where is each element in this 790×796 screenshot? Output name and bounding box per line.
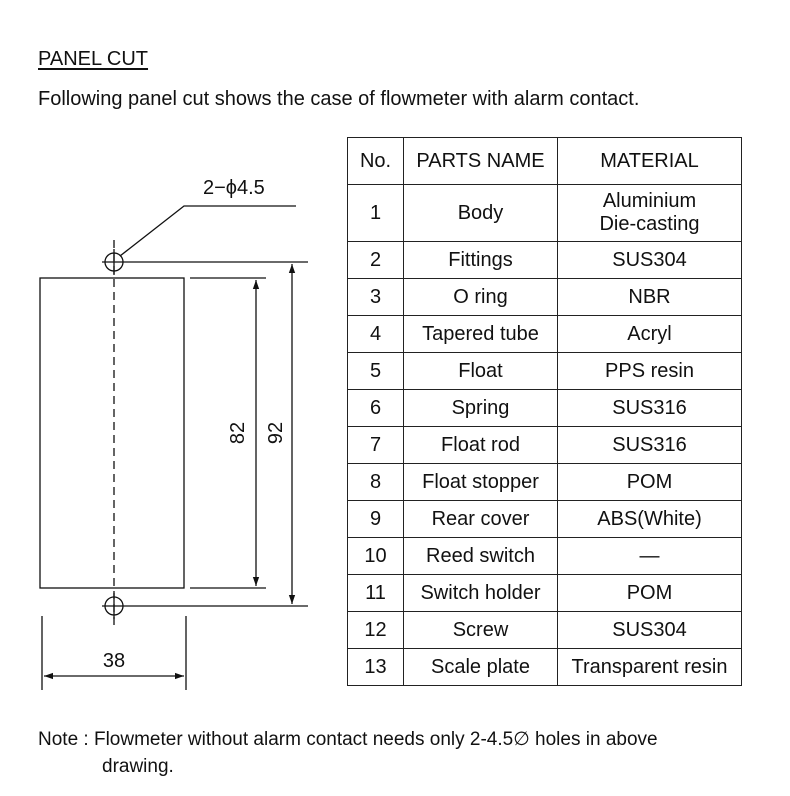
cell-no: 11 — [348, 575, 404, 612]
table-row — [348, 501, 742, 538]
cell-material-line1: Aluminium — [602, 190, 697, 212]
cell-no: 10 — [348, 538, 404, 575]
dimension-38-label: 38 — [102, 650, 126, 672]
cell-parts-name: Fittings — [404, 242, 558, 279]
hole-label: 2−ϕ4.5 — [203, 177, 265, 199]
cell-parts-name: Float — [404, 353, 558, 390]
cell-no: 1 — [348, 185, 404, 242]
cell-no: 9 — [348, 501, 404, 538]
cell-material: POM — [558, 575, 742, 612]
cell-parts-name: Switch holder — [404, 575, 558, 612]
table-row — [348, 316, 742, 353]
cell-no: 3 — [348, 279, 404, 316]
table-row — [348, 612, 742, 649]
footnote-line-1: Note : Flowmeter without alarm contact needs only 2-4.5∅ holes in above — [38, 729, 658, 750]
cell-material: — — [558, 538, 742, 575]
cell-material: NBR — [558, 279, 742, 316]
cell-material: PPS resin — [558, 353, 742, 390]
footnote — [38, 726, 758, 780]
hole-leader-line — [120, 206, 296, 256]
table-row — [348, 464, 742, 501]
cell-parts-name: Screw — [404, 612, 558, 649]
header-no: No. — [348, 138, 404, 185]
cell-no: 2 — [348, 242, 404, 279]
cell-parts-name: Scale plate — [404, 649, 558, 686]
intro-text: Following panel cut shows the case of flowmeter with alarm contact. — [38, 88, 640, 110]
cell-parts-name: Body — [404, 185, 558, 242]
cell-parts-name: Spring — [404, 390, 558, 427]
table-row — [348, 279, 742, 316]
cell-material-line2: Die-casting — [599, 213, 700, 235]
cell-material: SUS316 — [558, 390, 742, 427]
cell-no: 12 — [348, 612, 404, 649]
cell-no: 6 — [348, 390, 404, 427]
dimension-92-label: 92 — [265, 421, 287, 445]
section-heading: PANEL CUT — [38, 48, 149, 70]
cell-parts-name: Tapered tube — [404, 316, 558, 353]
footnote-line-2: drawing. — [102, 756, 174, 777]
dimension-82-label: 82 — [227, 421, 249, 445]
cell-parts-name: Float stopper — [404, 464, 558, 501]
table-row — [348, 427, 742, 464]
cell-parts-name: O ring — [404, 279, 558, 316]
table-row — [348, 390, 742, 427]
cell-parts-name: Reed switch — [404, 538, 558, 575]
cell-material: SUS304 — [558, 612, 742, 649]
cell-parts-name: Rear cover — [404, 501, 558, 538]
table-row — [348, 649, 742, 686]
cell-no: 8 — [348, 464, 404, 501]
table-row — [348, 575, 742, 612]
cell-material: ABS(White) — [558, 501, 742, 538]
cell-material: POM — [558, 464, 742, 501]
parts-table — [347, 137, 742, 686]
table-header-row — [348, 138, 742, 185]
cell-material — [558, 185, 742, 242]
cell-no: 4 — [348, 316, 404, 353]
table-row — [348, 353, 742, 390]
table-row — [348, 538, 742, 575]
cell-no: 5 — [348, 353, 404, 390]
header-material: MATERIAL — [558, 138, 742, 185]
cell-no: 13 — [348, 649, 404, 686]
cell-material: SUS316 — [558, 427, 742, 464]
cell-no: 7 — [348, 427, 404, 464]
cell-material: SUS304 — [558, 242, 742, 279]
cell-material: Transparent resin — [558, 649, 742, 686]
table-row — [348, 242, 742, 279]
cell-parts-name: Float rod — [404, 427, 558, 464]
table-row — [348, 185, 742, 242]
panel-cutout-outline — [40, 278, 184, 588]
header-parts-name: PARTS NAME — [404, 138, 558, 185]
cell-material: Acryl — [558, 316, 742, 353]
